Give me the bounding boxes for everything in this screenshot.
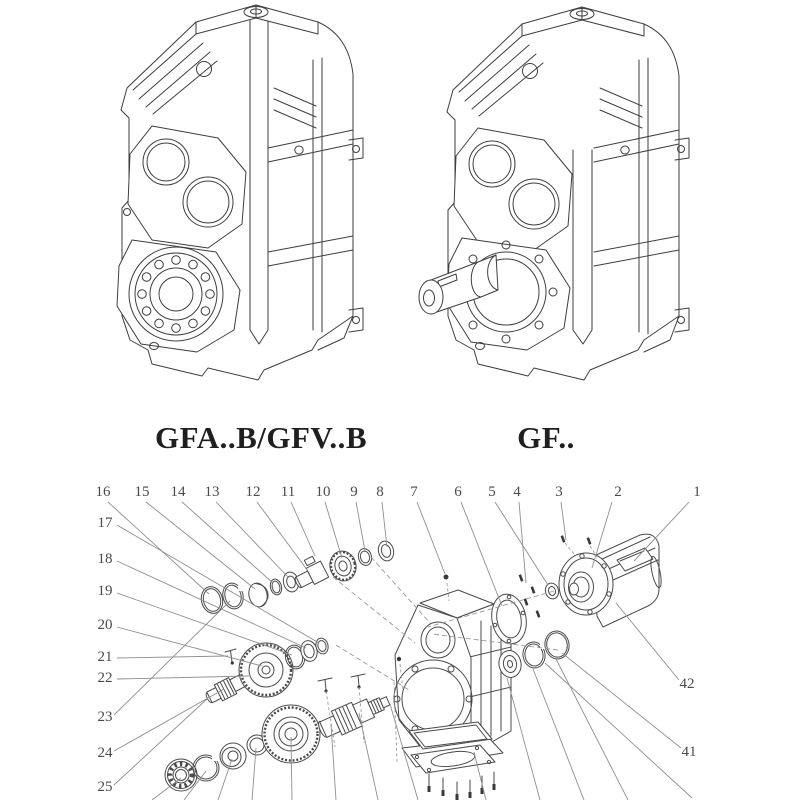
callout-numbers: [96, 484, 701, 795]
callout-number-22: 22: [97, 670, 113, 686]
leader-line-12: [257, 502, 308, 571]
callout-number-21: 21: [97, 649, 113, 665]
callout-number-10: 10: [315, 484, 331, 500]
exploded-diagram: [96, 484, 701, 800]
callout-number-23: 23: [97, 709, 113, 725]
callout-number-1: 1: [693, 484, 701, 500]
callout-number-7: 7: [410, 484, 418, 500]
part-screw-t2: [351, 674, 365, 689]
gearbox-drawing-right: [419, 7, 689, 380]
callout-number-8: 8: [376, 484, 384, 500]
callout-number-15: 15: [134, 484, 150, 500]
leader-line-9: [356, 502, 365, 551]
callout-number-41: 41: [681, 744, 697, 760]
leader-line-cropped-13: [545, 663, 692, 798]
model-label-right: GF..: [517, 420, 575, 455]
callout-number-6: 6: [454, 484, 462, 500]
leader-line-3: [561, 502, 566, 540]
part-bearing-upper2: [376, 539, 395, 562]
leader-line-cropped-4: [252, 748, 256, 800]
leader-line-cropped-10: [507, 678, 540, 800]
leader-line-20: [117, 627, 262, 666]
part-snap-ring-bottom: [193, 755, 219, 781]
leader-line-4: [519, 502, 526, 583]
callout-number-3: 3: [555, 484, 563, 500]
callout-number-18: 18: [97, 551, 113, 567]
part-motor: [559, 534, 663, 627]
leader-line-42: [616, 603, 679, 680]
leader-line-5: [495, 502, 548, 585]
leader-line-8: [382, 502, 387, 547]
callout-number-4: 4: [513, 484, 521, 500]
callout-number-9: 9: [350, 484, 358, 500]
part-pinion-gear: [327, 548, 359, 583]
part-snapring-right: [521, 640, 547, 669]
callout-number-20: 20: [97, 617, 113, 633]
callout-number-12: 12: [245, 484, 261, 500]
callout-number-11: 11: [280, 484, 296, 500]
part-gear-large: [239, 643, 293, 697]
callout-number-17: 17: [97, 515, 113, 531]
leader-line-7: [417, 502, 445, 574]
callout-number-42: 42: [679, 676, 695, 692]
leader-line-6: [461, 502, 502, 606]
part-oring-right: [543, 629, 571, 661]
callout-number-25: 25: [97, 779, 113, 795]
gearbox-drawing-left: [117, 5, 363, 380]
callout-number-2: 2: [614, 484, 622, 500]
part-roller: [544, 582, 560, 601]
callout-number-5: 5: [488, 484, 496, 500]
leader-line-1: [634, 502, 689, 561]
leader-line-10: [325, 502, 342, 558]
model-label-left: GFA..B/GFV..B: [154, 420, 368, 455]
callout-number-13: 13: [204, 484, 220, 500]
leader-line-11: [291, 502, 315, 556]
callout-number-14: 14: [170, 484, 186, 500]
leader-line-15: [146, 502, 255, 589]
leader-line-cropped-11: [533, 669, 584, 800]
callout-number-16: 16: [95, 484, 111, 500]
part-bearing-bottom: [220, 743, 246, 769]
callout-number-24: 24: [97, 745, 113, 761]
leader-line-cropped-7: [359, 713, 378, 800]
part-screw-t1: [318, 678, 332, 693]
callout-number-19: 19: [97, 583, 113, 599]
